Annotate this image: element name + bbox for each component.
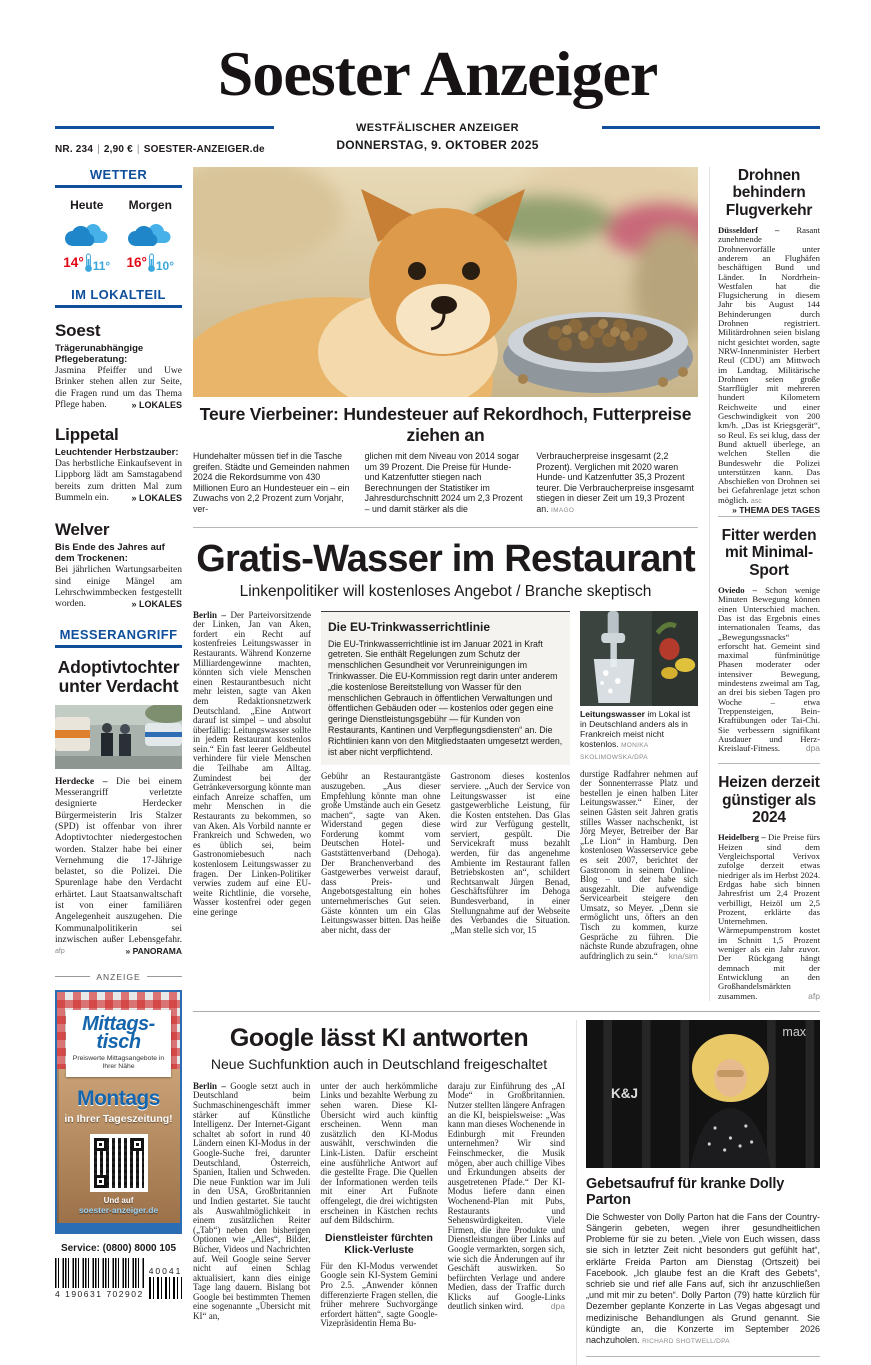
article-col2: Gebühr an Restaurantgäste auszugeben. „Aus dieser Empfehlung könnte man ohne große Umstände auch ein Gesetz machen“, sagte van Aken. Widerstand gegen diese Forderung kommt vom Deutschen Hotel- und Gaststättenverband (Dehoga). Der Branchenverband des Gastgewerbes verweist darauf, dass Preis- und Angebotsgestaltung ein hohes unternehmerisches Gut seien. Gäste könnten um ein Glas Leitungswasser bitten. Das heiße aber nicht, dass der (321, 771, 441, 935)
dolly-headline: Gebetsaufruf für kranke Dolly Parton (586, 1175, 785, 1208)
google-headline: Google lässt KI antworten (229, 1023, 529, 1052)
masthead (55, 0, 820, 155)
section-reference: » PANORAMA (125, 946, 182, 957)
service-phone: Service: (0800) 8000 105 (60, 1242, 177, 1254)
barcode-number: 4 190631 702902 (55, 1288, 144, 1299)
agency-credit: afp (55, 948, 65, 956)
dateline: Düsseldorf – (718, 225, 780, 236)
fitness-article (718, 527, 820, 753)
item-lead: Bis Ende des Jahres auf dem Trockenen: (55, 542, 165, 565)
dateline: Oviedo – (718, 585, 757, 596)
lunch-ad (55, 990, 182, 1234)
main-subhead: Linkenpolitiker will kostenloses Angebot / Branche skeptisch (239, 582, 652, 600)
price: 2,90 € (103, 144, 133, 155)
barcode-addon-bars (149, 1277, 183, 1299)
google-crosshead: Dienstleister fürchten Klick-Verluste (325, 1231, 433, 1256)
dateline: Berlin – (193, 1080, 226, 1091)
weather-section (55, 167, 182, 273)
cloudy-icon (128, 218, 172, 246)
section-reference: » THEMA DES TAGES (732, 504, 820, 515)
photo-credit: IMAGO (551, 506, 575, 514)
caption-text: im Lokal ist in Deutschland anders als in Frankreich meist nicht kostenlos. (580, 708, 691, 749)
barcode-addon-number: 40041 (148, 1265, 183, 1276)
agency-credit: afp (808, 990, 820, 1001)
main-headline: Gratis-Wasser im Restaurant (196, 537, 695, 580)
ad-title-line2: tisch (96, 1030, 141, 1053)
cloudy-icon (65, 218, 109, 246)
tomorrow-low-temp: 10° (155, 259, 175, 273)
ad-wood-body (57, 1069, 180, 1223)
weather-tomorrow (119, 198, 183, 273)
google-col2a: unter der auch herkömmliche Links und bezahlte Werbung zu sehen waren. Diese KI-Übersicht wird auch künftig erscheinen. Wenn man zusätzlich den KI-Modus auswählt, verschwinden die Link-Listen. Dafür erscheint eine ausführliche Antwort auf die gestellte Frage. Die Quellen der Informationen werden teils mit einer Art Fußnote offengelegt, die drei wichtigsten erscheinen in Kästchen rechts auf dem Bildschirm. (320, 1080, 438, 1226)
section-reference: » LOKALES (131, 599, 182, 610)
town-heading: Lippetal (55, 425, 119, 445)
dog-tax-col3: Verbraucherpreise insgesamt (2,2 Prozent). Verglichen mit 2020 waren Hunde- und Katzenfutter 35,3 Prozent teurer. Die Verbraucherpreise insgesamt stiegen in dieser Zeit um 19,3 Prozent an. (536, 451, 694, 514)
dog-tax-article (193, 404, 698, 517)
town-heading: Soest (55, 321, 101, 340)
weather-today (55, 198, 119, 273)
lokalteil-item-soest (55, 321, 182, 411)
divider (718, 516, 820, 517)
dog-with-food-bowl-photo (193, 167, 698, 397)
google-subhead: Neue Suchfunktion auch in Deutschland freigeschaltet (210, 1055, 548, 1072)
ad-gingham-header (57, 992, 180, 1069)
ad-bottom-strip (57, 1223, 180, 1232)
messerangriff-kicker: MESSERANGRIFF (55, 627, 182, 648)
barcode-bars (55, 1258, 144, 1288)
publisher-line: WESTFÄLISCHER ANZEIGER (355, 122, 519, 134)
free-water-article (193, 538, 698, 962)
infobox-text: Die EU-Trinkwasserrichtlinie ist im Januar 2021 in Kraft getreten. Sie enthält Regelungen zum Schutz der menschlichen Gesundheit vor Verunreinigungen im Trinkwasser. Die EU-Kommission regt darin unter anderem „die kostenlose Bereitstellung von Wasser für den menschlichen Gebrauch in öffentlichen Verwaltungen und öffentlichen Gebäuden oder — kostenlos oder gegen eine geringe Dienstleistungsgebühr — für Kunden von Restaurants, Kantinen und Verpflegungsdiensten“ an. Die Richtlinien kann von den Mitgliedstaaten umgesetzt werden, ist aber nicht verpflichtend. (328, 638, 563, 757)
knife-attack-article (55, 627, 182, 958)
item-text: Bei jährlichen Wartungsarbeiten sind einige Mängel am Lehrschwimmbecken festgestellt worden. (55, 565, 182, 610)
ad-subtitle: Preiswerte Mittagsangebote in Ihrer Nähe (72, 1054, 165, 1070)
backdrop-text-max: max (782, 1023, 807, 1039)
police-scene-photo (55, 705, 182, 769)
backdrop-text-kj: K&J (611, 1085, 638, 1101)
date-line: DONNERSTAG, 9. OKTOBER 2025 (336, 138, 539, 152)
photo-credit: RICHARD SHOTWELL/DPA (642, 1338, 730, 1346)
today-low-temp: 11° (92, 259, 111, 273)
ad-label: ANZEIGE (55, 972, 182, 982)
item-lead: Trägerunabhängige Pflegeberatung: (55, 343, 144, 365)
lokalteil-section-title: IM LOKALTEIL (55, 287, 182, 308)
dateline: Herdecke – (55, 776, 108, 787)
ad-qr-caption1: Und auf (103, 1195, 134, 1205)
divider (193, 527, 698, 528)
eu-directive-infobox (321, 611, 570, 766)
agency-credit: asc (750, 497, 762, 505)
issue-line: NR. 234 | 2,90 € | SOESTER-ANZEIGER.de (55, 144, 265, 155)
article-text: Schon wenige Minuten Bewegung können einen Unterschied machen. Das ist das Ergebnis eines internationalen Teams, das „Bewegungssnacks“ erforscht hat. Gemeint sind maximal fünfminütige Phasen moderater oder intensiver Bewegung, mindestens zweimal am Tag, an drei bis sieben Tagen pro Woche – etwa Treppensteigen, Bein-Kraftübungen oder Tai-Chi. Sie verbessern signifikant Ausdauer und Herz-Kreislauf-Fitness. (718, 585, 821, 754)
drones-headline: Drohnen behindern Flugverkehr (725, 167, 813, 219)
masthead-rule-right (602, 126, 821, 129)
masthead-rule-left (55, 126, 274, 129)
agency-credit: kna/sim (668, 950, 698, 961)
article-col4: durstige Radfahrer nehmen auf der Sonnenterrasse Platz und bestellen je einen halben Liter Leitungswasser.“ Einer, der seinen Gästen seit Jahren gratis stilles Wasser nachschenkt, ist Jörg Meyer, Betreiber der Bar „Le Lion“ in Hamburg. Den kostenlosen Wasserservice gebe es seit 2007, berichtet der Gastronom in seinem Online-Blog – und der habe sich ausgezahlt. Die aufwendige Servicearbeit steigere den Umsatz, so Meyer. „Denn sie ermöglicht uns, öfters an den Tisch zu kommen, kurze Gespräche zu führen. Die nächste Runde abzufragen, ohne aufdringlich zu sein.“ (580, 768, 698, 961)
dateline: Berlin – (193, 609, 227, 620)
dolly-parton-photo (586, 1020, 820, 1168)
divider (718, 763, 820, 764)
advertisement (55, 972, 182, 1299)
article-text: Rasant zunehmende Drohnenvorfälle unter anderem an Flughäfen beschäftigen Bund und Länder. In Nordrhein-Westfalen hat die Flugsicherung in diesem Jahr bis August 144 Behinderungen durch Drohnen registriert. Militärdrohnen seien bislang nicht gesichtet worden, sagte NRW-Innenminister Herbert Reul (CDU) am Mittwoch im Landtag. Militärische Drohnen seien große Starrflügler mit mehreren hundert Kilometern Reichweite und einer Geschwindigkeit von 200 km/h. „Das ist Kriegsgerät“, so Reul. Es sei klug, dass der Bund aktuell überlege, an welchen Stellen die Bundeswehr die Polizei unterstützen kann. Das Abschießen von Drohnen sei bei Gefahrenlage jetzt schon möglich. (718, 225, 820, 505)
heating-article (718, 774, 820, 1000)
dolly-parton-article (576, 1020, 820, 1365)
dolly-text: Die Schwester von Dolly Parton hat die Fans der Country-Sängerin gebeten, wegen ihrer gesundheitlichen Probleme für sie zu beten. „Viele von Euch wissen, dass sie sich in letzter Zeit nicht besonders gut gefühlt hat“, erklärte Freida Parton am Dienstag (Ortszeit) bei Facebook. „Ich glaube fest an die Kraft des Gebets“, schrieb sie und rief alle Fans auf, sich ihr anzuschließen „und mit mir zu beten“. Dolly Parton (79) hatte kürzlich für Dezember geplante Konzerte in Las Vegas abgesagt und medizinische Behandlungen als Grund genannt. Sie kündigte an, die Konzerte im September 2026 nachzuholen. (586, 1211, 820, 1346)
ad-title-line1: Mittags- (82, 1012, 155, 1035)
item-text: Das herbstliche Einkaufsevent in Lippborg lädt am Samstagabend bereits zum dritten Mal zum Bummeln ein. (55, 459, 182, 504)
tap-water-photo (580, 611, 698, 706)
agency-credit: dpa (805, 743, 820, 754)
google-ai-article (193, 1020, 565, 1365)
section-reference: » LOKALES (131, 399, 182, 410)
lokalteil-section (55, 287, 182, 611)
town-heading: Welver (55, 520, 110, 540)
website: SOESTER-ANZEIGER.de (143, 144, 265, 155)
today-high-temp: 14° (63, 255, 84, 270)
weather-tomorrow-label: Morgen (128, 198, 172, 212)
agency-credit: dpa (550, 1301, 565, 1312)
right-rail (709, 167, 820, 1001)
dateline: Heidelberg – (718, 832, 766, 843)
barcode (55, 1258, 182, 1299)
fitness-headline: Fitter werden mit Minimal-Sport (721, 526, 817, 579)
article-text: Die Preise fürs Heizen sind dem Vergleichsportal Verivox zufolge derzeit etwas niedriger als im Herbst 2024. Erdgas habe sich binnen Jahresfrist um 2,4 Prozent verbilligt, Heizöl um 2,5 Prozent, erklärte das Unternehmen. Wärmepumpenstrom kostet im Schnitt 1,5 Prozent weniger als ein Jahr zuvor. Der Rückgang hängt demnach mit der Entwicklung an den Großhandelsmärkten zusammen. (718, 832, 820, 1001)
google-col2b: Für den KI-Modus verwendet Google sein KI-System Gemini Pro 2.5. „Anwender können differenzierte Fragen stellen, die früher mehrere Suchvorgänge erfordert hätten“, sagte Google-Vizepräsidentin Hema Bu- (320, 1260, 438, 1329)
article-text: Die bei einem Messerangriff verletzte designierte Herdecker Bürgermeisterin Iris Stalzer (SPD) ist offenbar von ihrer Adoptivtochter niedergestochen worden. Stalzer habe bei einer Vernehmung die 17-Jährige belastet, so die Polizei. Die Spurenlage habe den Verdacht erhärtet. Laut Staatsanwaltschaft ist von einer familiären Angelegenheit auszugehen. Die Kommunalpolitikerin sei inzwischen außer Lebensgefahr. (55, 776, 182, 945)
divider (586, 1356, 820, 1357)
section-reference: » LOKALES (131, 493, 182, 504)
center-column (193, 167, 698, 1001)
thermometer-icon (147, 253, 156, 273)
dog-tax-col2: glichen mit dem Niveau von 2014 sogar um 39 Prozent. Die Preise für Hunde- und Katzenfutter stiegen nach Berechnungen der Statistiker im Jahresdurchschnitt 2024 um 2,3 Prozent – und damit stärker als die (364, 451, 523, 514)
photo-credit: MONIKA SKOLIMOWSKA/DPA (580, 741, 649, 761)
infobox-title: Die EU-Trinkwasserrichtlinie (328, 619, 491, 634)
weather-today-label: Heute (70, 198, 104, 212)
article-col3: Gastronom dieses kostenlos serviere. „Auch der Service von Leitungswasser ist eine gastgewerbliche Leistung, für die Kosten entstehen. Das Glas wird zur Verfügung gestellt, serviert, gespült. Die Servicekraft muss bezahlt werden, für das angenehme Ambiente im Restaurant fallen Betriebskosten an“, schildert Rechtsanwalt Jürgen Benad, Geschäftsführer im Dehoga Bundesverband, in einer Stellungnahme auf der Webseite des Verbandes die Situation. „Man stelle sich vor, 15 (450, 771, 570, 935)
ad-promo-day: Montags (77, 1086, 160, 1110)
ad-title-card (66, 1010, 171, 1077)
caption-lead: Leitungswasser (580, 708, 645, 719)
dog-tax-headline: Teure Vierbeiner: Hundesteuer auf Rekordhoch, Futterpreise ziehen an (199, 404, 692, 445)
issue-number: NR. 234 (55, 144, 94, 155)
ad-qr-caption2: soester-anzeiger.de (78, 1204, 159, 1215)
left-rail (55, 167, 182, 1365)
qr-code (94, 1138, 144, 1188)
ad-promo-text: in Ihrer Tageszeitung! (64, 1112, 173, 1125)
heating-headline: Heizen derzeit günstiger als 2024 (718, 774, 820, 827)
google-col3: daraju zur Einführung des „AI Mode“ in Großbritannien. Nutzer stellten längere Anfragen an die KI, beispielsweise: „Was kann man dieses Wochenende in Edinburgh mit Freunden unternehmen? Wir sind Feinschmecker, die Musik mögen, aber auch chillige Vibes und Erkundungen abseits der ausgetretenen Pfade.“ Der KI-Modus liefere dann einen Wochenend-Plan mit Pubs, Restaurants und Sehenswürdigkeiten. Viele Firmen, die ihre Produkte und Dienstleistungen über Links auf Google vermarkten, sorgen sich, wie sich die Änderungen auf ihr Geschäft auswirken. So befürchten Verlage und andere Medien, dass der Traffic durch Klicks auf Google-Links deutlich sinken wird. (447, 1080, 565, 1312)
tomorrow-high-temp: 16° (126, 255, 147, 270)
article-col1: Der Parteivorsitzende der Linken, Jan van Aken, fordert ein Recht auf kostenfreies Leitungswasser in Restaurants. Während Konzerne Milliardengewinne machten, könnten sich viele Menschen einen Restaurantbesuch nicht mehr leisten, sagte van Aken dem Redaktionsnetzwerk Deutschland. „Eine Antwort darauf ist simpel – und absolut überfällig: Leitungswasser sollte in jedem Restaurant kostenlos sein.“ Ein fast leerer Geldbeutel verhindere für viele Menschen die Teilhabe am Alltag. Zumindest bei der Getränkeversorgung könnte man einfach Anreize schaffen, um mehr Menschen in die Restaurants zu bekommen, so van Aken. Als Vorbild nannte er Frankreich und Schweden, wo es üblich sei, beim Gastronomiebesuch nach kostenlosem Leitungswasser zu fragen. Der Linken-Politiker verwies zudem auf eine EU-weite Richtlinie, die vorsehe, Wasser kostenfrei oder gegen eine geringe (193, 609, 312, 917)
dog-tax-col1: Hundehalter müssen tief in die Tasche greifen. Städte und Gemeinden nahmen 2024 die Rekordsumme von 430 Millionen Euro an Hundesteuer ein – ein Zuwachs von 2,2 Prozent zum Vorjahr, ver- (193, 451, 350, 514)
google-col1: Google setzt auch in Deutschland beim Suchmaschinengeschäft immer stärker auf Künstliche Intelligenz. Der Internet-Gigant schaltet ab sofort in rund 40 Ländern einen KI-Modus in der Google-Suche frei, darunter Deutschland, Österreich, Spanien, Italien und Schweden. Die neue Funktion war im Juli in den USA, Großbritannien und Indien gestartet. Sie taucht als Auswahlmöglichkeit in einem zusätzlichen Reiter („Tab“) neben den bisherigen Optionen wie „Alles“, Bilder, Bücher, Videos und Nachrichten auf. Weil Google seine Server nicht auf einen Schlag aktualisiert, kann dies einige Tage lang dauern. Bislang bot Google bei bestimmten Themen eine sogenannte „Übersicht mit KI“ an, (193, 1080, 311, 1322)
lokalteil-item-welver (55, 520, 182, 610)
newspaper-title: Soester Anzeiger (217, 38, 658, 109)
item-lead: Leuchtender Herbstzauber: (55, 447, 179, 459)
weather-section-title: WETTER (55, 167, 182, 188)
thermometer-icon (84, 253, 93, 273)
knife-attack-headline: Adoptivtochter unter Verdacht (57, 656, 180, 697)
drones-article (718, 167, 820, 515)
item-text: Jasmina Pfeiffer und Uwe Brinker stehen allen zur Seite, die Fragen rund um das Thema Pflege haben. (55, 366, 182, 410)
lokalteil-item-lippetal (55, 425, 182, 504)
